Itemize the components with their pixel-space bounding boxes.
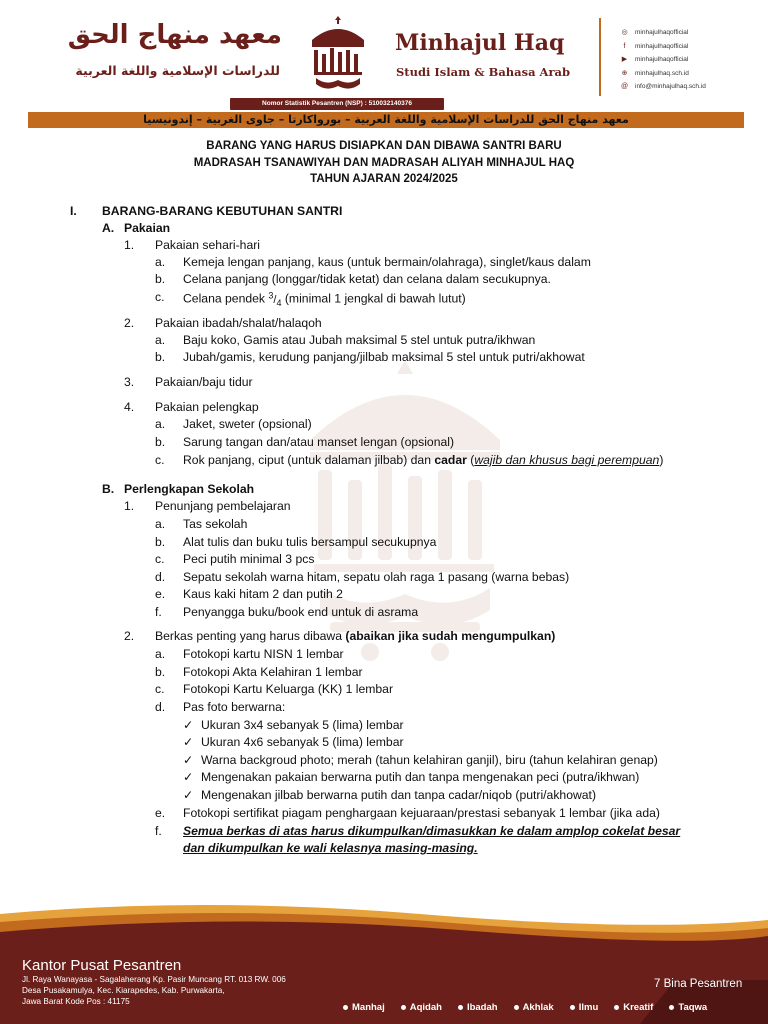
emphasis-note-line2: dan dikumpulkan ke wali kelasnya masing-masing. [183,841,478,855]
bullet-icon [570,1005,575,1010]
arabic-institution-subtitle: للدراسات الإسلامية واللغة العربية [75,63,280,78]
facebook-icon: f [623,42,626,50]
item-number: 2. [124,629,135,643]
item-number: 2. [124,316,135,330]
item-number: 4. [124,400,135,414]
item-number: 1. [124,499,135,513]
list-item: Sarung tangan dan/atau manset lengan (opsional) [183,435,455,449]
list-item: Jubah/gamis, kerudung panjang/jilbab maksimal 5 stel untuk putri/akhowat [183,350,585,364]
list-letter: e. [155,587,166,601]
contact-email[interactable]: @ info@minhajulhaq.sch.id [620,83,706,91]
english-institution-subtitle: Studi Islam & Bahasa Arab [396,65,571,79]
list-letter: b. [155,272,166,286]
footer-address-line2: Desa Pusakamulya, Kec. Kiarapedes, Kab. Purwakarta, [22,986,225,995]
check-icon: ✓ [183,753,194,767]
list-item: Sepatu sekolah warna hitam, sepatu olah raga 1 pasang (warna bebas) [183,570,570,584]
value-item: Ilmu [570,1002,599,1013]
item-title: Pakaian/baju tidur [155,375,253,389]
list-item: Penyangga buku/book end untuk di asrama [183,605,419,619]
value-item: Manhaj [343,1002,385,1013]
instagram-icon: ◎ [621,29,628,37]
list-letter: b. [155,535,166,549]
list-item: Baju koko, Gamis atau Jubah maksimal 5 stel untuk putra/ikhwan [183,333,536,347]
list-letter: c. [155,453,165,467]
footer-title: Kantor Pusat Pesantren [22,957,182,974]
check-item: Ukuran 3x4 sebanyak 5 (lima) lembar [201,718,404,732]
check-item: Mengenakan jilbab berwarna putih dan tanpa cadar/niqob (putri/akhowat) [201,788,596,802]
footer-bina-title: 7 Bina Pesantren [654,978,743,990]
subsection-letter-b: B. [102,482,115,496]
fraction: $^3/_4$ [268,290,282,308]
list-letter: b. [155,350,166,364]
list-item: Celana pendek $^3/_4$ (minimal 1 jengkal di bawah lutut) [183,290,466,308]
bullet-icon [514,1005,519,1010]
footer-values [343,1002,707,1013]
section-title: BARANG-BARANG KEBUTUHAN SANTRI [102,204,343,218]
list-item: Fotokopi sertifikat piagam penghargaan kejuaraan/prestasi sebanyak 1 lembar (jika ada) [183,806,660,820]
english-institution-name: Minhajul Haq [395,30,565,56]
footer-address-line1: Jl. Raya Wanayasa - Sagalaherang Kp. Pasir Muncang RT. 013 RW. 006 [22,975,286,984]
value-item: Kreatif [614,1002,653,1013]
list-item: Kemeja lengan panjang, kaus (untuk bermain/olahraga), singlet/kaus dalam [183,255,591,269]
section-number: I. [70,204,77,218]
item-number: 3. [124,375,135,389]
list-letter: a. [155,517,166,531]
subsection-letter-a: A. [102,221,115,235]
list-letter: b. [155,435,166,449]
list-letter: a. [155,333,166,347]
contact-list [620,26,706,94]
list-letter: d. [155,700,166,714]
list-item: Fotokopi Kartu Keluarga (KK) 1 lembar [183,682,393,696]
bullet-icon [669,1005,674,1010]
list-letter: c. [155,552,165,566]
item-number: 1. [124,238,135,252]
item-title: Pakaian sehari-hari [155,238,261,252]
bullet-icon [458,1005,463,1010]
item-title: Berkas penting yang harus dibawa (abaikan jika sudah mengumpulkan) [155,629,556,643]
check-item: Mengenakan pakaian berwarna putih dan tanpa mengenakan peci (putra/ikhwan) [201,770,640,784]
list-letter: a. [155,417,166,431]
list-item: Kaus kaki hitam 2 dan putih 2 [183,587,343,601]
subsection-title-perlengkapan: Perlengkapan Sekolah [124,482,255,496]
list-letter: c. [155,290,165,304]
value-item: Ibadah [458,1002,498,1013]
list-item: Peci putih minimal 3 pcs [183,552,315,566]
minhajul-haq-logo [292,14,384,94]
contact-instagram[interactable]: ◎ minhajulhaqofficial [621,29,689,37]
list-item: Pas foto berwarna: [183,700,286,714]
item-title: Pakaian ibadah/shalat/halaqoh [155,316,322,330]
header-band-arabic-text: معهد منهاج الحق للدراسات الإسلامية واللغة العربية – بورواكارتا – جاوى الغربية – إندونيسيا [143,113,629,126]
list-item: Jaket, sweter (opsional) [183,417,312,431]
list-letter: a. [155,255,166,269]
value-item: Aqidah [401,1002,442,1013]
globe-icon: ⊕ [621,69,628,77]
contact-website[interactable]: ⊕ minhajulhaq.sch.id [621,69,689,77]
list-item: Celana panjang (longgar/tidak ketat) dan celana dalam secukupnya. [183,272,551,286]
header-divider [599,18,601,96]
list-letter: f. [155,605,162,619]
list-item: Rok panjang, ciput (untuk dalaman jilbab) dan cadar (wajib dan khusus bagi perempuan) [183,453,664,467]
bullet-icon [343,1005,348,1010]
nsp-badge: Nomor Statistik Pesantren (NSP) : 510032140376 [230,98,444,110]
youtube-icon: ▶ [621,56,628,64]
check-item: Warna backgroud photo; merah (tahun kelahiran ganjil), biru (tahun kelahiran genap) [201,753,658,767]
value-item: Akhlak [514,1002,554,1013]
email-icon: @ [620,83,629,91]
bullet-icon [401,1005,406,1010]
list-item: Fotokopi kartu NISN 1 lembar [183,647,344,661]
footer-address-line3: Jawa Barat Kode Pos : 41175 [22,997,130,1006]
list-item: Tas sekolah [183,517,248,531]
check-icon: ✓ [183,770,194,784]
check-item: Ukuran 4x6 sebanyak 5 (lima) lembar [201,735,404,749]
check-icon: ✓ [183,788,194,802]
contact-facebook[interactable]: f minhajulhaqofficial [620,40,706,54]
list-letter: f. [155,824,162,838]
list-letter: c. [155,682,165,696]
subsection-title-pakaian: Pakaian [124,221,171,235]
list-item: Fotokopi Akta Kelahiran 1 lembar [183,665,363,679]
bullet-icon [614,1005,619,1010]
list-item: Alat tulis dan buku tulis bersampul secukupnya [183,535,437,549]
contact-youtube[interactable]: ▶ minhajulhaqofficial [621,56,689,64]
list-letter: d. [155,570,166,584]
list-letter: a. [155,647,166,661]
doc-title-line2: MADRASAH TSANAWIYAH DAN MADRASAH ALIYAH MINHAJUL HAQ [193,157,575,169]
value-item: Taqwa [669,1002,707,1013]
arabic-institution-name: معهد منهاج الحق [67,20,282,50]
item-title: Penunjang pembelajaran [155,499,291,513]
doc-title-line1: BARANG YANG HARUS DISIAPKAN DAN DIBAWA SANTRI BARU [206,140,562,152]
list-letter: e. [155,806,166,820]
item-title: Pakaian pelengkap [155,400,259,414]
check-icon: ✓ [183,735,194,749]
doc-title-line3: TAHUN AJARAN 2024/2025 [310,173,458,185]
check-icon: ✓ [183,718,194,732]
emphasis-note-line1: Semua berkas di atas harus dikumpulkan/dimasukkan ke dalam amplop cokelat besar [183,824,681,838]
list-letter: b. [155,665,166,679]
